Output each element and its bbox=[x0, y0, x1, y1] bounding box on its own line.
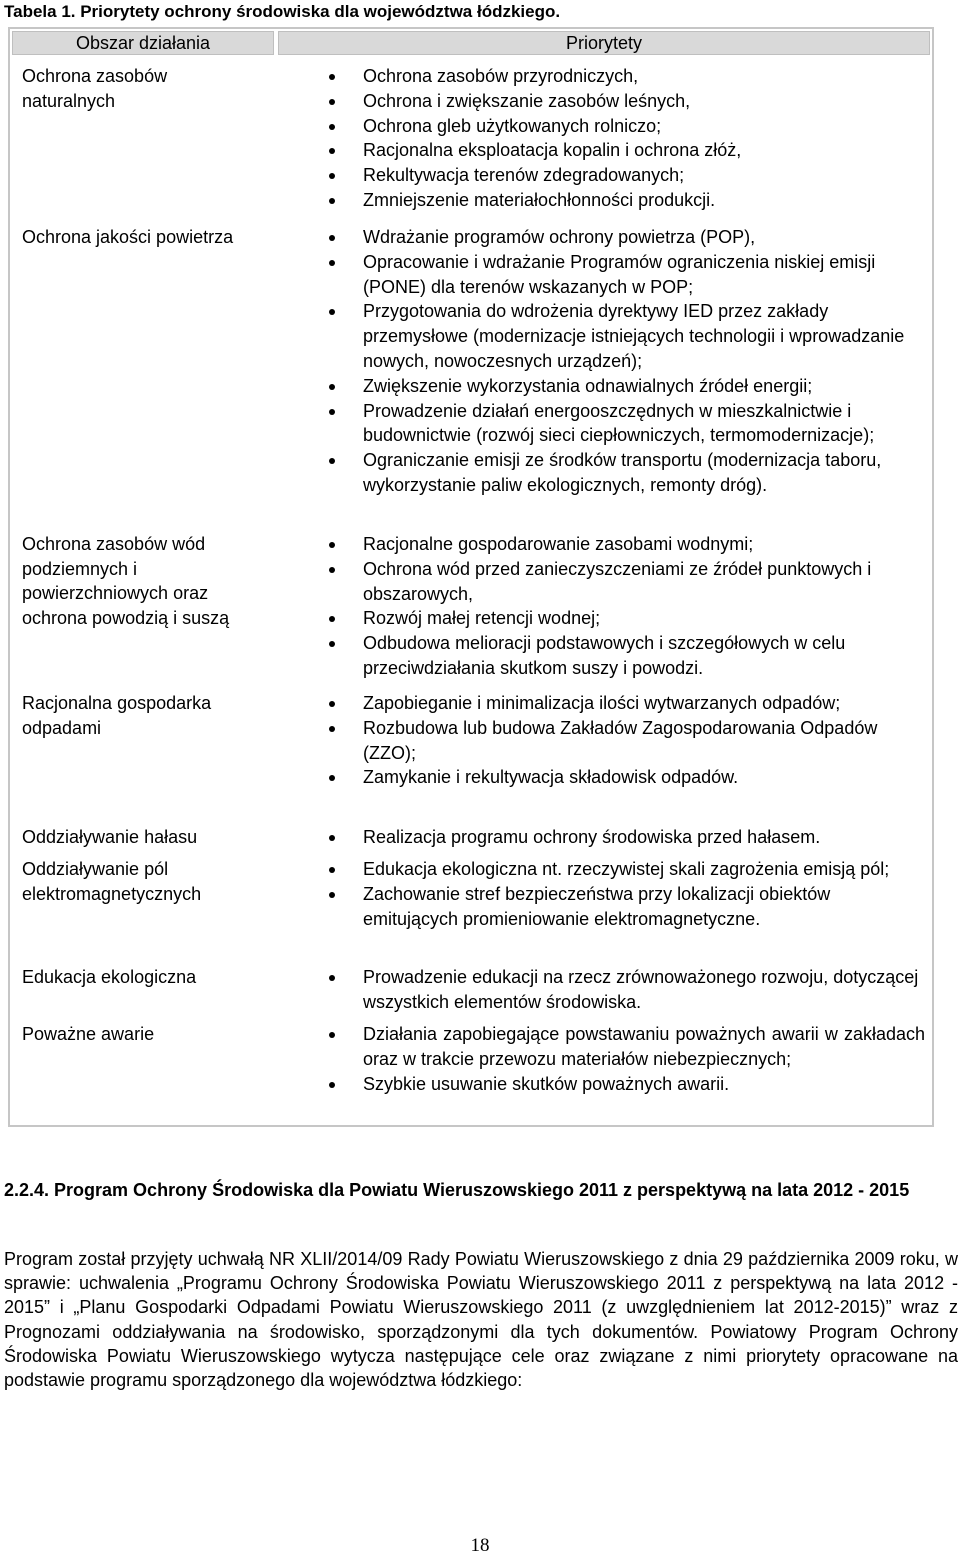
body-paragraph: Program został przyjęty uchwałą NR XLII/2014/09 Rady Powiatu Wieruszowskiego z dnia 29 października 2009 roku, w sprawie: uchwalenia „Programu Ochrony Środowiska Powiatu Wieruszowskiego 2011 z perspektywą na lata 2012 - 2015” i „Planu Gospodarki Odpadami Powiatu Wieruszowskiego 2011 (z uwzględnieniem lat 2012-2015)” wraz z Prognozami oddziaływania na środowisko, sporządzonymi dla tych dokumentów. Powiatowy Program Ochrony Środowiska Powiatu Wieruszowskiego wytycza następujące cele oraz związane z nimi priorytety opracowane na podstawie programu sporządzonego dla województwa łódzkiego: bbox=[4, 1249, 958, 1391]
row-area: Racjonalna gospodarka odpadami bbox=[22, 693, 212, 738]
list-item: Realizacja programu ochrony środowiska przed hałasem. bbox=[363, 825, 925, 850]
row-area: Ochrona jakości powietrza bbox=[22, 227, 234, 247]
list-item: Ochrona zasobów przyrodniczych, bbox=[363, 64, 925, 89]
row-priorities bbox=[363, 1022, 925, 1096]
list-item: Zachowanie stref bezpieczeństwa przy lokalizacji obiektów emitujących promieniowanie elektromagnetyczne. bbox=[363, 882, 925, 932]
list-item: Edukacja ekologiczna nt. rzeczywistej skali zagrożenia emisją pól; bbox=[363, 857, 925, 882]
list-item: Prowadzenie działań energooszczędnych w mieszkalnictwie i budownictwie (rozwój sieci ciepłowniczych, termomodernizacje); bbox=[363, 399, 925, 449]
page-number: 18 bbox=[470, 1535, 490, 1556]
table-caption: Tabela 1. Priorytety ochrony środowiska dla województwa łódzkiego. bbox=[4, 2, 561, 21]
list-item: Racjonalne gospodarowanie zasobami wodnymi; bbox=[363, 532, 925, 557]
row-priorities bbox=[363, 532, 925, 681]
header-priorities: Priorytety bbox=[278, 31, 930, 55]
row-area: Oddziaływanie pól elektromagnetycznych bbox=[22, 859, 202, 904]
list-item: Rozwój małej retencji wodnej; bbox=[363, 606, 925, 631]
row-area: Ochrona zasobów naturalnych bbox=[22, 66, 168, 111]
list-item: Zwiększenie wykorzystania odnawialnych źródeł energii; bbox=[363, 374, 925, 399]
list-item: Przygotowania do wdrożenia dyrektywy IED przez zakłady przemysłowe (modernizacje istniejących technologii i wprowadzanie nowych, nowoczesnych urządzeń); bbox=[363, 299, 925, 373]
row-priorities bbox=[363, 965, 925, 1015]
list-item: Szybkie usuwanie skutków poważnych awarii. bbox=[363, 1072, 925, 1097]
section-heading: 2.2.4. Program Ochrony Środowiska dla Powiatu Wieruszowskiego 2011 z perspektywą na lata 2012 - 2015 bbox=[4, 1180, 910, 1200]
list-item: Zamykanie i rekultywacja składowisk odpadów. bbox=[363, 765, 925, 790]
list-item: Racjonalna eksploatacja kopalin i ochrona złóż, bbox=[363, 138, 925, 163]
list-item: Prowadzenie edukacji na rzecz zrównoważonego rozwoju, dotyczącej wszystkich elementów środowiska. bbox=[363, 965, 925, 1015]
row-area: Edukacja ekologiczna bbox=[22, 967, 197, 987]
row-priorities bbox=[363, 857, 925, 931]
row-area: Oddziaływanie hałasu bbox=[22, 827, 198, 847]
row-priorities bbox=[363, 64, 925, 213]
row-area: Ochrona zasobów wód podziemnych i powierzchniowych oraz ochrona powodzią i suszą bbox=[22, 534, 230, 628]
list-item: Ochrona wód przed zanieczyszczeniami ze źródeł punktowych i obszarowych, bbox=[363, 557, 925, 607]
list-item: Wdrażanie programów ochrony powietrza (POP), bbox=[363, 225, 925, 250]
row-area: Poważne awarie bbox=[22, 1024, 155, 1044]
list-item: Ochrona gleb użytkowanych rolniczo; bbox=[363, 114, 925, 139]
list-item: Ograniczanie emisji ze środków transportu (modernizacja taboru, wykorzystanie paliw ekologicznych, remonty dróg). bbox=[363, 448, 925, 498]
row-priorities bbox=[363, 225, 925, 498]
header-area: Obszar działania bbox=[12, 31, 274, 55]
list-item: Odbudowa melioracji podstawowych i szczegółowych w celu przeciwdziałania skutkom suszy i powodzi. bbox=[363, 631, 925, 681]
priorities-table bbox=[8, 27, 934, 1127]
row-priorities bbox=[363, 691, 925, 790]
list-item: Działania zapobiegające powstawaniu poważnych awarii w zakładach oraz w trakcie przewozu materiałów niebezpiecznych; bbox=[363, 1022, 925, 1072]
list-item: Rekultywacja terenów zdegradowanych; bbox=[363, 163, 925, 188]
list-item: Rozbudowa lub budowa Zakładów Zagospodarowania Odpadów (ZZO); bbox=[363, 716, 925, 766]
list-item: Zmniejszenie materiałochłonności produkcji. bbox=[363, 188, 925, 213]
list-item: Opracowanie i wdrażanie Programów ograniczenia niskiej emisji (PONE) dla terenów wskazanych w POP; bbox=[363, 250, 925, 300]
row-priorities bbox=[363, 825, 925, 850]
list-item: Zapobieganie i minimalizacja ilości wytwarzanych odpadów; bbox=[363, 691, 925, 716]
list-item: Ochrona i zwiększanie zasobów leśnych, bbox=[363, 89, 925, 114]
